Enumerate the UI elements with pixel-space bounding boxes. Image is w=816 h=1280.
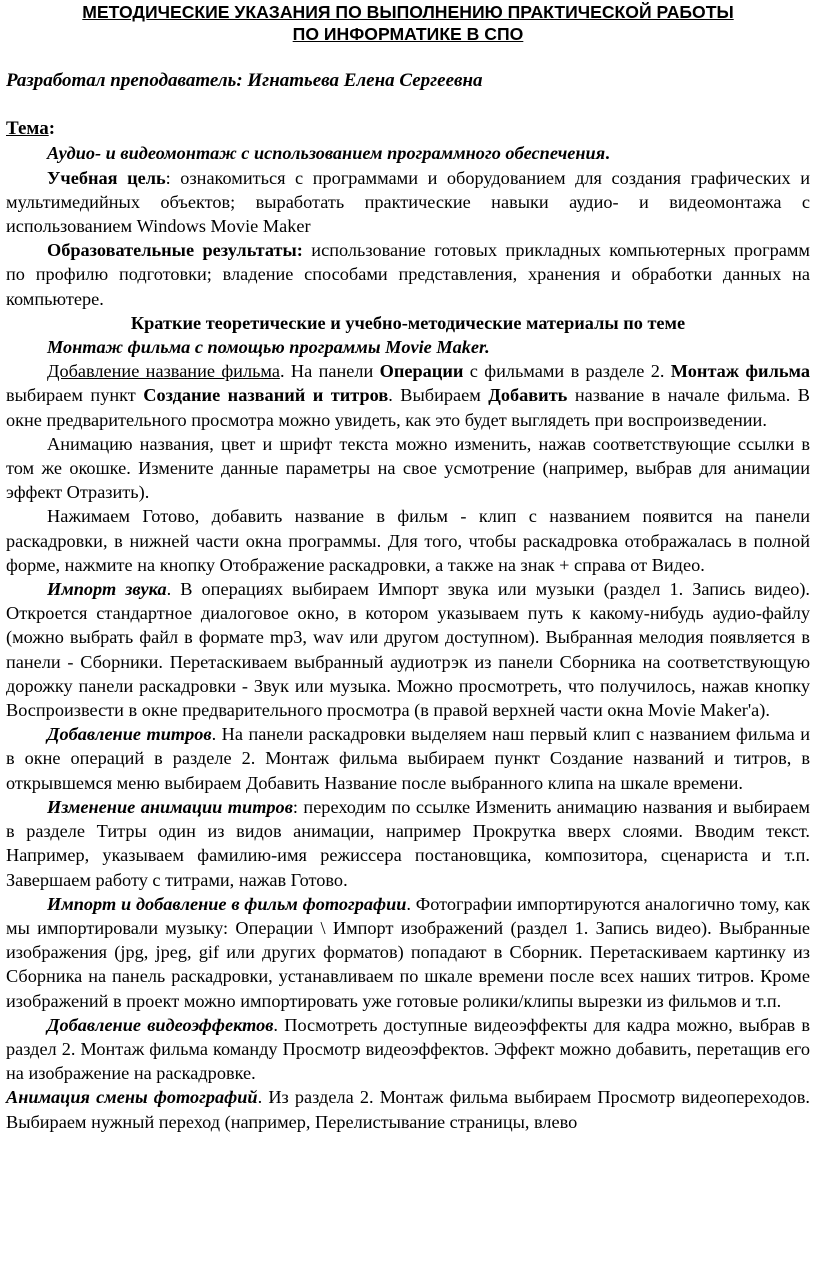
animation-paragraph: Анимацию названия, цвет и шрифт текста можно изменить, нажав соответствующие ссылки в том же окошке. Измените данные параметры на свое усмотрение (например, выбрав для анимации эффект Отразить). (6, 433, 810, 503)
done-paragraph: Нажимаем Готово, добавить название в фильм - клип с названием появится на панели раскадровки, в нижней части окна программы. Для того, чтобы раскадровка отображалась в полной форме, нажмите на кнопку Отображение раскадровки, а также на знак + справа от Видео. (6, 506, 810, 575)
photo-paragraph (6, 892, 810, 1013)
transitions-lead: Анимация смены фотографий (6, 1087, 258, 1108)
sound-paragraph (6, 577, 810, 722)
document-page (0, 1, 816, 1280)
topic-paragraph (6, 141, 810, 165)
bold-run: Создание названий и титров (143, 385, 389, 406)
tema-label (6, 117, 810, 141)
title-paragraph-lead: Добавление название фильма (47, 361, 280, 382)
topic-end: . (605, 143, 610, 164)
transitions-text: . Из раздела 2. Монтаж фильма выбираем Просмотр видеопереходов. Выбираем нужный переход (например, Перелистывание страницы, влево (6, 1087, 810, 1132)
sound-lead: Импорт звука (47, 579, 167, 600)
change-paragraph (6, 795, 810, 892)
tema-label-text: Тема (6, 118, 49, 140)
photo-text: . Фотографии импортируются аналогично тому, как мы импортировали музыку: Операции \ Импорт изображений (раздел 1. Запись видео). Выбранные изображения (jpg, jpeg, gif или других форматов) попадают в Сборник. Перетаскиваем картинку из Сборника на панель раскадровки, устанавливаем по шкале времени после всех наших титров. Кроме изображений в проект можно импортировать уже готовые ролики/клипы вырезки из фильмов и т.п. (6, 893, 810, 1011)
sound-text: . В операциях выбираем Импорт звука или музыки (раздел 1. Запись видео). Откроется стандартное диалоговое окно, в котором указываем путь к какому-нибудь аудио-файлу (можно выбрать файл в формате mp3, wav или другом доступном). Выбранная мелодия появляется в панели - Сборники. Перетаскиваем выбранный аудиотрэк из панели Сборника на соответствующую дорожку панели раскадровки - Звук или музыка. Можно просмотреть, что получилось, нажав кнопку Воспроизвести в окне предварительного просмотра (в правой верхней части окна Movie Maker'а). (6, 579, 810, 721)
bold-run: Монтаж фильма (670, 361, 810, 382)
title-line-1: МЕТОДИЧЕСКИЕ УКАЗАНИЯ ПО ВЫПОЛНЕНИЮ ПРАКТИЧЕСКОЙ РАБОТЫ (82, 2, 734, 22)
results-label: Образовательные результаты: (47, 240, 303, 261)
section-heading: Краткие теоретические и учебно-методические материалы по теме (130, 312, 686, 333)
results-paragraph (6, 238, 810, 311)
text-run: название в начале фильма. В окне предварительного просмотра можно увидеть, как это будет выглядеть при воспроизведении. (6, 385, 810, 430)
text-run: . На панели (279, 361, 380, 382)
transitions-paragraph (6, 1085, 810, 1133)
results-text: использование готовых прикладных компьютерных программ по профилю подготовки; владение способами представления, хранения и обработки данных на компьютере. (6, 240, 810, 309)
goal-text: : ознакомиться с программами и оборудованием для создания графических и мультимедийных объектов; выработать практические навыки аудио- и видеомонтажа с использованием Windows Movie Maker (6, 167, 810, 237)
effects-paragraph (6, 1013, 810, 1086)
change-text: : переходим по ссылке Изменить анимацию названия и выбираем в разделе Титры один из видов анимации, например Прокрутка вверх слоями. Вводим текст. Например, указываем фамилию-имя режиссера постановщика, композитора, сценариста и т.п. Завершаем работу с титрами, нажав Готово. (6, 796, 810, 890)
photo-lead: Импорт и добавление в фильм фотографии (47, 893, 407, 914)
title-paragraph (6, 359, 810, 432)
topic-text: Аудио- и видеомонтаж с использованием программного обеспечения (47, 143, 606, 164)
titles-lead: Добавление титров (47, 724, 212, 745)
goal-paragraph (6, 166, 810, 239)
effects-lead: Добавление видеоэффектов (47, 1014, 274, 1035)
effects-text: . Посмотреть доступные видеоэффекты для кадра можно, выбрав в раздел 2. Монтаж фильма команду Просмотр видеоэффектов. Эффект можно добавить, перетащив его на изображение на раскадровке. (6, 1014, 810, 1084)
title-line-2: ПО ИНФОРМАТИКЕ В СПО (292, 24, 524, 44)
change-lead: Изменение анимации титров (47, 796, 293, 817)
tema-colon: : (48, 118, 56, 140)
bold-run: Добавить (488, 385, 568, 406)
goal-label: Учебная цель (47, 167, 166, 188)
titles-text: . На панели раскадровки выделяем наш первый клип с названием фильма и в окне операций в разделе 2. Монтаж фильма выбираем пункт Создание названий и титров, в открывшемся меню выбираем Добавить Название после выбранного клипа на шкале времени. (6, 724, 810, 793)
bold-run: Операции (379, 361, 464, 382)
titles-paragraph (6, 722, 810, 795)
text-run: выбираем пункт (6, 385, 144, 406)
document-title (6, 1, 810, 45)
author-line: Разработал преподаватель: Игнатьева Елена Сергеевна (6, 70, 483, 91)
subheading: Монтаж фильма с помощью программы Movie Maker. (47, 337, 490, 358)
text-run: с фильмами в разделе 2. (463, 361, 671, 382)
text-run: . Выбираем (388, 385, 489, 406)
